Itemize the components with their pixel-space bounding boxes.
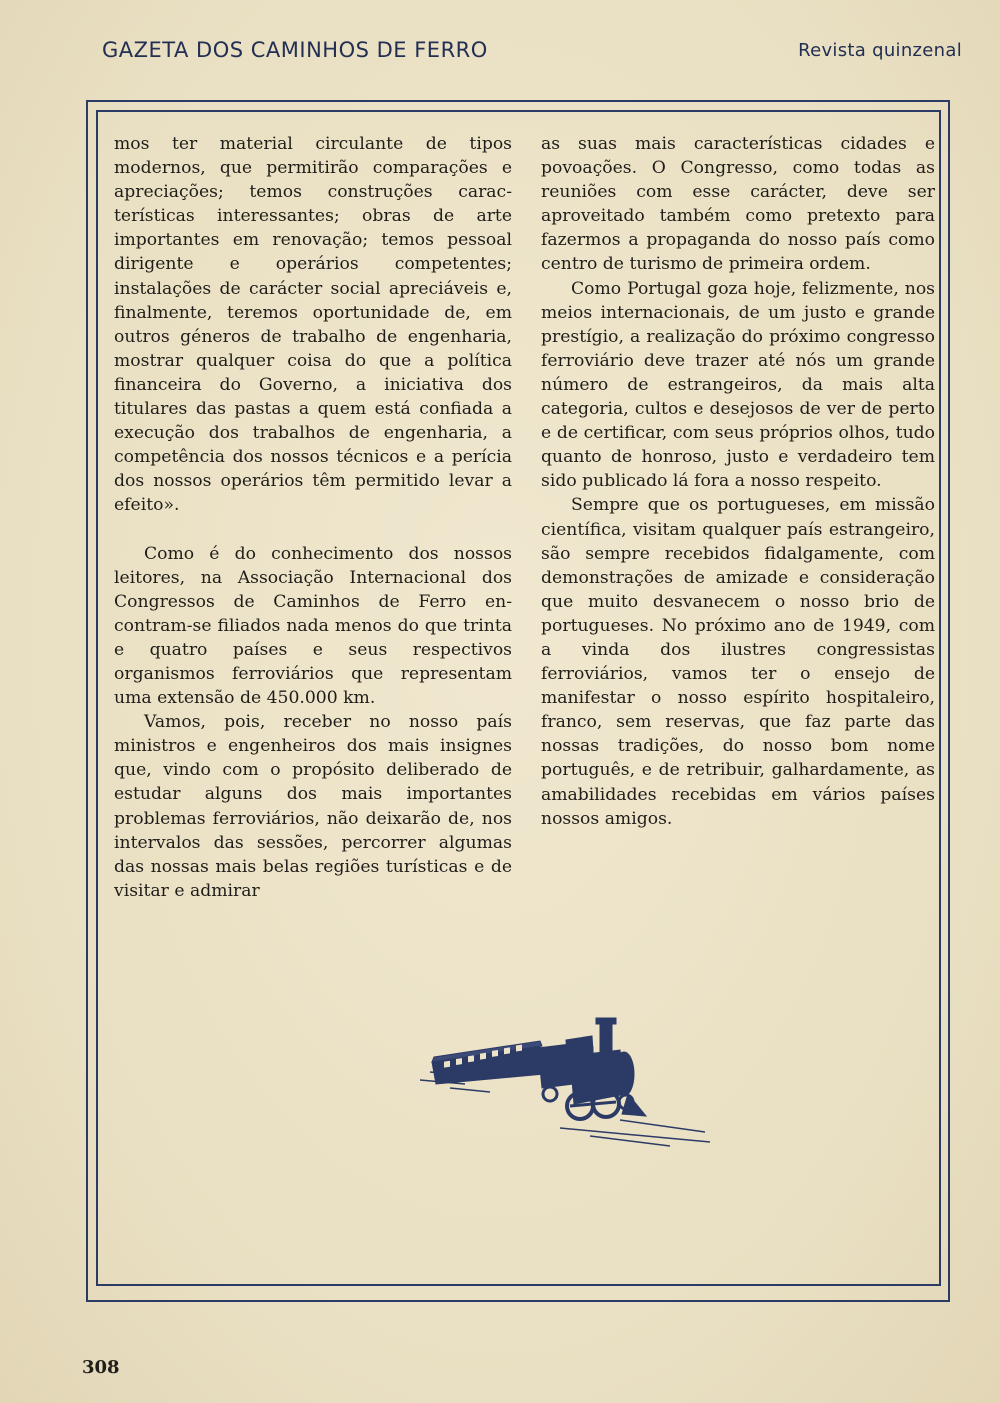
- page-number: 308: [82, 1357, 120, 1378]
- article-paragraph: Como Portugal goza hoje, felizmente, nos meios internacionais, de um justo e grande prestígio, a realização do próximo congresso ferroviário deve trazer até nós um grande número de estrangeiros, da mais alta categoria, cultos e desejosos de ver de perto e de certificar, com seus próprios olhos, tudo quanto de honroso, justo e verdadeiro tem sido publicado lá fora a nosso respeito.: [541, 278, 935, 492]
- article-paragraph: as suas mais características cidades e povoações. O Congresso, como todas as reuniões com esse carácter, deve ser aproveitado também como pretexto para fazermos a propaganda do nosso país como centro de turismo de primeira ordem.: [541, 134, 935, 275]
- magazine-subtitle: Revista quinzenal: [798, 40, 962, 61]
- steam-locomotive-icon: [420, 1010, 720, 1150]
- article-paragraph: Vamos, pois, receber no nosso país ministros e engenheiros dos mais insignes que, vindo com o propósito deliberado de estudar alguns dos mais importantes problemas ferroviários, não deixarão de, nos intervalos das sessões, percorrer algumas das nossas mais belas regiões turísticas e de visitar e admirar: [114, 712, 512, 901]
- article-column-left: [114, 132, 512, 903]
- article-paragraph: Como é do conhecimento dos nossos leitores, na Associação Internacional dos Congressos de Caminhos de Ferro encontram-se filiados nada menos do que trinta e quatro países e seus respectivos organismos ferroviários que representam uma extensão de 450.000 km.: [114, 543, 512, 709]
- magazine-title: GAZETA DOS CAMINHOS DE FERRO: [102, 38, 488, 62]
- article-paragraph: mos ter material circulante de tipos modernos, que permitirão comparações e apreciações; temos construções características interessantes; obras de arte importantes em renovação; temos pessoal dirigente e operários competentes; instalações de carácter social apreciáveis e, finalmente, teremos oportunidade de, em outros géneros de trabalho de engenharia, mostrar qualquer coisa do que a política financeira do Governo, a iniciativa dos titulares das pastas a quem está confiada a execução dos trabalhos de engenharia, a competência dos nossos técnicos e a perícia dos nossos operários têm permitido levar a efeito».: [114, 134, 512, 516]
- article-paragraph: Sempre que os portugueses, em missão científica, visitam qualquer país estrangeiro, são sempre recebidos fidalgamente, com demonstrações de amizade e consideração que muito desvanecem o nosso brio de portugueses. No próximo ano de 1949, com a vinda dos ilustres congressistas ferroviários, vamos ter o ensejo de manifestar o nosso espírito hospitaleiro, franco, sem reservas, que faz parte das nossas tradições, do nosso bom nome português, e de retribuir, galhardamente, as amabilidades recebidas em vários países nossos amigos.: [541, 495, 935, 829]
- article-column-right: [541, 132, 935, 831]
